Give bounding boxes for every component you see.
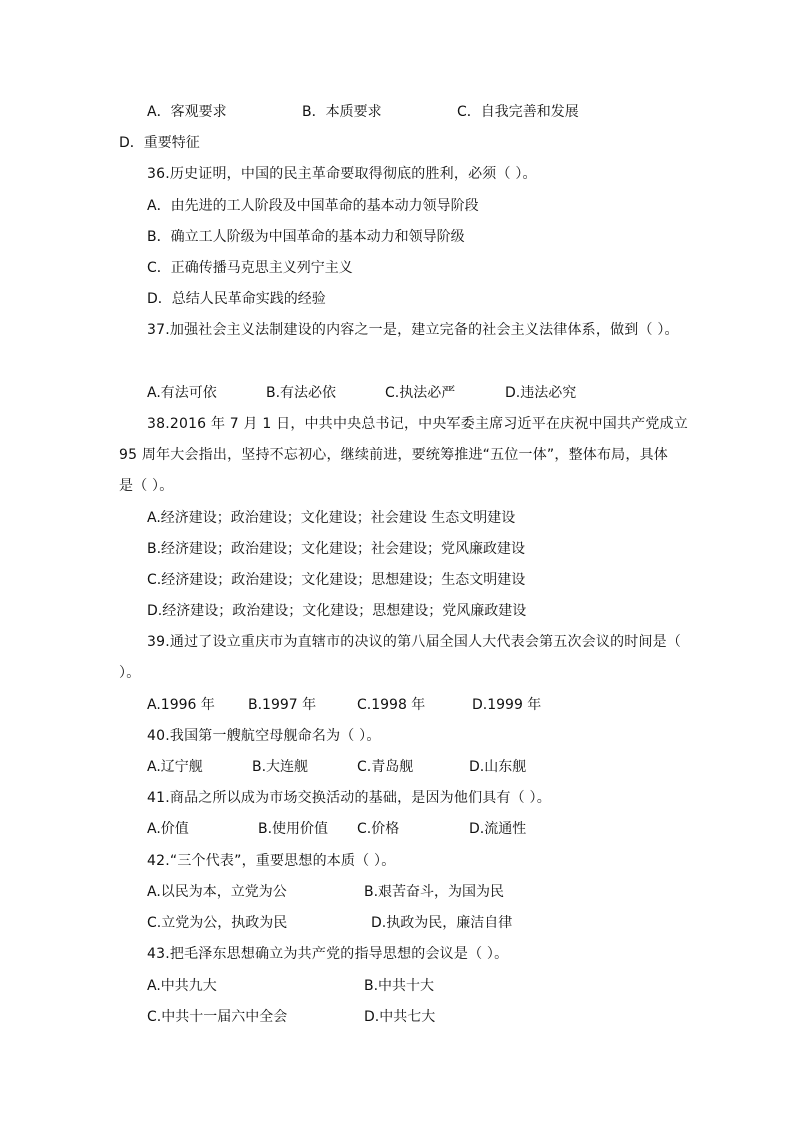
q40-stem: 40.我国第一艘航空母舰命名为（ ）。 [147,728,381,744]
q35-option-d: D．重要特征 [119,135,200,151]
q37-option-c: C.执法必严 [385,385,456,401]
q35-option-b: B．本质要求 [302,104,382,120]
q39-option-a: A.1996 年 [147,697,215,713]
q39-stem-line-2: ）。 [119,665,141,681]
q39-option-b: B.1997 年 [248,697,317,713]
q38-option-d: D.经济建设；政治建设；文化建设；思想建设；党风廉政建设 [147,603,527,619]
q36-option-b: B．确立工人阶级为中国革命的基本动力和领导阶级 [147,229,465,245]
q40-option-b: B.大连舰 [252,759,309,775]
q42-option-c: C.立党为公，执政为民 [147,915,288,931]
q36-stem: 36.历史证明，中国的民主革命要取得彻底的胜利，必须（ ）。 [147,166,537,182]
q35-option-a: A．客观要求 [147,104,227,120]
q38-stem-line-1: 38.2016 年 7 月 1 日，中共中央总书记，中央军委主席习近平在庆祝中国共产党成立 [147,416,688,432]
q42-option-d: D.执政为民，廉洁自律 [371,915,513,931]
q42-option-b: B.艰苦奋斗，为国为民 [364,884,505,900]
q37-option-d: D.违法必究 [505,385,577,401]
q40-option-a: A.辽宁舰 [147,759,203,775]
q37-option-b: B.有法必依 [266,385,337,401]
q39-stem-line-1: 39.通过了设立重庆市为直辖市的决议的第八届全国人大代表会第五次会议的时间是（ [147,634,682,650]
q43-option-b: B.中共十大 [364,978,435,994]
q43-option-c: C.中共十一届六中全会 [147,1009,288,1025]
q38-option-a: A.经济建设；政治建设；文化建设；社会建设 生态文明建设 [147,510,516,526]
q41-option-c: C.价格 [357,821,400,837]
q37-stem: 37.加强社会主义法制建设的内容之一是，建立完备的社会主义法律体系，做到（ ）。 [147,322,679,338]
q40-option-d: D.山东舰 [469,759,527,775]
q38-option-b: B.经济建设；政治建设；文化建设；社会建设；党风廉政建设 [147,541,526,557]
q43-option-a: A.中共九大 [147,978,217,994]
q41-option-d: D.流通性 [469,821,527,837]
q38-stem-line-2: 95 周年大会指出，坚持不忘初心，继续前进，要统筹推进“五位一体”，整体布局，具体 [119,447,668,463]
q43-option-d: D.中共七大 [364,1009,436,1025]
q42-stem: 42.“三个代表”，重要思想的本质（ ）。 [147,853,396,869]
q36-option-a: A．由先进的工人阶段及中国革命的基本动力领导阶段 [147,198,479,214]
q38-stem-line-3: 是（ ）。 [119,478,174,494]
q42-option-a: A.以民为本，立党为公 [147,884,287,900]
q38-option-c: C.经济建设；政治建设；文化建设；思想建设；生态文明建设 [147,572,526,588]
q36-option-d: D．总结人民革命实践的经验 [147,291,326,307]
q41-option-a: A.价值 [147,821,189,837]
q37-option-a: A.有法可依 [147,385,217,401]
q35-option-c: C．自我完善和发展 [457,104,579,120]
q43-stem: 43.把毛泽东思想确立为共产党的指导思想的会议是（ ）。 [147,946,509,962]
q40-option-c: C.青岛舰 [357,759,414,775]
q41-option-b: B.使用价值 [258,821,329,837]
q36-option-c: C．正确传播马克思主义列宁主义 [147,260,353,276]
q39-option-d: D.1999 年 [472,697,542,713]
q39-option-c: C.1998 年 [357,697,426,713]
q41-stem: 41.商品之所以成为市场交换活动的基础，是因为他们具有（ ）。 [147,790,551,806]
